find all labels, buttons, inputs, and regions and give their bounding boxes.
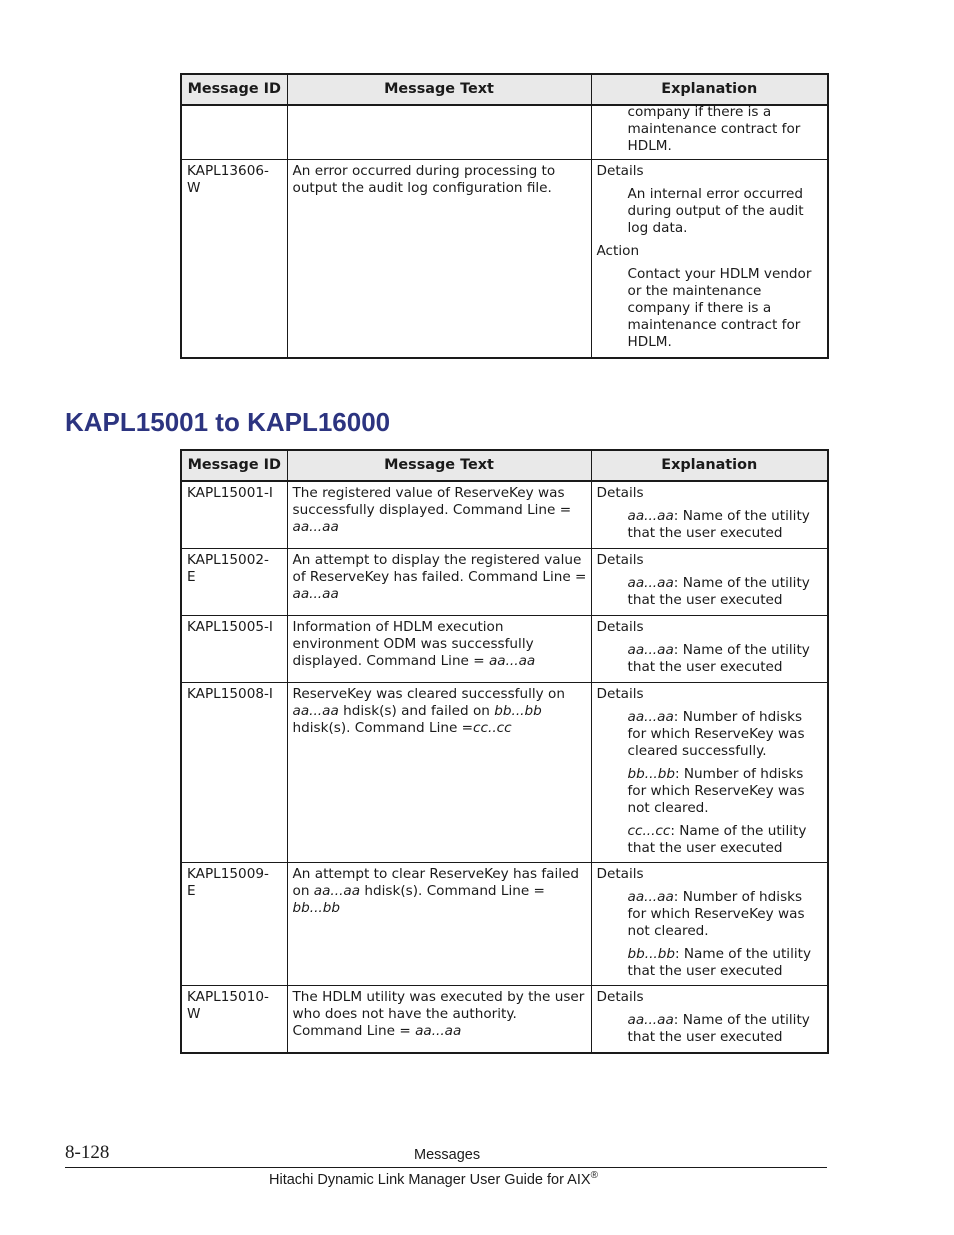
explanation-line: HDLM.	[627, 138, 672, 154]
details-text: : Name of the utility that the user executed	[627, 946, 812, 979]
table-header-row	[181, 450, 828, 481]
message-id-suffix: E	[187, 569, 196, 585]
message-id-cell	[181, 986, 287, 1054]
message-text: The registered value of ReserveKey was successfully displayed. Command Line =	[292, 485, 572, 518]
message-id: KAPL15010-	[187, 989, 269, 1005]
explanation-cell	[591, 549, 828, 616]
details-item	[597, 823, 824, 857]
table-row	[181, 481, 828, 549]
variable: aa...aa	[627, 1012, 674, 1028]
explanation-cell	[591, 863, 828, 986]
message-text-cell	[287, 105, 591, 160]
variable: aa...aa	[488, 653, 536, 669]
details-text: : Name of the utility that the user executed	[627, 575, 810, 608]
details-item	[597, 946, 824, 980]
message-id: KAPL13606-	[187, 163, 269, 179]
action-label: Action	[596, 243, 640, 259]
message-text-cell	[287, 481, 591, 549]
message-text-cell	[287, 616, 591, 683]
table-row	[181, 160, 828, 359]
details-item	[597, 889, 824, 940]
message-text: hdisk(s) and failed on	[338, 703, 495, 719]
message-id: KAPL15009-	[187, 866, 269, 882]
details-text: : Number of hdisks for which ReserveKey was not cleared.	[627, 766, 805, 816]
variable: cc..cc	[473, 720, 512, 736]
details-item	[597, 1012, 824, 1046]
details-text: : Number of hdisks for which ReserveKey was cleared successfully.	[627, 709, 805, 759]
message-text-cell	[287, 986, 591, 1054]
explanation-cell	[591, 160, 828, 359]
variable: aa...aa	[627, 642, 674, 658]
details-label: Details	[596, 989, 644, 1005]
variable: bb...bb	[627, 946, 675, 962]
header-message-id: Message ID	[181, 74, 287, 105]
message-id-cell	[181, 863, 287, 986]
details-text: : Number of hdisks for which ReserveKey was not cleared.	[627, 889, 805, 939]
explanation-cell	[591, 616, 828, 683]
message-table	[180, 449, 829, 1054]
details-label: Details	[596, 485, 644, 501]
explanation-line: company if there is a	[627, 104, 772, 120]
page-number: 8-128	[65, 1142, 110, 1163]
message-text: Information of HDLM execution environment ODM was successfully displayed. Command Line =	[292, 619, 534, 669]
header-explanation: Explanation	[591, 450, 828, 481]
variable: aa...aa	[627, 889, 674, 905]
header-message-id: Message ID	[181, 450, 287, 481]
details-text: : Name of the utility that the user executed	[627, 823, 807, 856]
variable: aa...aa	[627, 508, 674, 524]
message-text: An attempt to clear ReserveKey has failed on	[292, 866, 580, 899]
header-explanation: Explanation	[591, 74, 828, 105]
variable: aa...aa	[292, 586, 339, 602]
details-label: Details	[596, 866, 644, 882]
chapter-name: Messages	[414, 1147, 481, 1163]
message-id-cell	[181, 683, 287, 863]
message-text-cell	[287, 549, 591, 616]
variable: aa...aa	[292, 519, 339, 535]
details-label: Details	[596, 552, 644, 568]
message-id-suffix: W	[187, 1006, 201, 1022]
details-item	[597, 709, 824, 760]
document-title-text: Hitachi Dynamic Link Manager User Guide for AIX	[269, 1171, 591, 1188]
table-header-row	[181, 74, 828, 105]
details-label: Details	[596, 619, 644, 635]
header-message-text: Message Text	[287, 74, 591, 105]
variable: aa...aa	[627, 575, 674, 591]
message-text: hdisk(s). Command Line =	[292, 720, 474, 736]
message-id-cell	[181, 549, 287, 616]
table-row	[181, 549, 828, 616]
message-id-suffix: W	[187, 180, 201, 196]
details-label: Details	[596, 686, 644, 702]
message-text: ReserveKey was cleared successfully on	[292, 686, 565, 702]
explanation-line: maintenance contract for	[627, 121, 801, 137]
document-title	[269, 1170, 598, 1188]
header-message-text: Message Text	[287, 450, 591, 481]
variable: bb...bb	[627, 766, 675, 782]
variable: cc...cc	[627, 823, 671, 839]
message-text: hdisk(s). Command Line =	[360, 883, 545, 899]
explanation-cell	[591, 986, 828, 1054]
message-id: KAPL15005-I	[187, 619, 273, 635]
variable: bb...bb	[494, 703, 542, 719]
message-text-cell	[287, 683, 591, 863]
message-id-cell	[181, 105, 287, 160]
variable: aa...aa	[627, 709, 674, 725]
message-id-suffix: E	[187, 883, 196, 899]
details-text: : Name of the utility that the user executed	[627, 508, 810, 541]
message-id: KAPL15002-	[187, 552, 269, 568]
details-text: : Name of the utility that the user executed	[627, 642, 810, 675]
details-label: Details	[596, 163, 644, 179]
registered-mark: ®	[590, 1170, 598, 1181]
details-text: : Name of the utility that the user executed	[627, 1012, 810, 1045]
message-id-cell	[181, 481, 287, 549]
details-item	[597, 766, 824, 817]
action-text: Contact your HDLM vendor or the maintenance company if there is a maintenance contract for HDLM.	[627, 266, 812, 350]
table-row	[181, 863, 828, 986]
details-item	[597, 575, 824, 609]
table-row	[181, 105, 828, 160]
message-id-cell	[181, 160, 287, 359]
message-text-cell: An error occurred during processing to output the audit log configuration file.	[287, 160, 591, 359]
details-text: An internal error occurred during output of the audit log data.	[627, 186, 804, 236]
details-item	[597, 642, 824, 676]
variable: aa...aa	[415, 1023, 462, 1039]
message-id: KAPL15008-I	[187, 686, 273, 702]
message-text: An attempt to display the registered value of ReserveKey has failed. Command Line =	[292, 552, 587, 585]
explanation-cell	[591, 105, 828, 160]
details-item	[597, 508, 824, 542]
variable: bb...bb	[292, 900, 340, 916]
explanation-cell	[591, 481, 828, 549]
table-row	[181, 616, 828, 683]
explanation-cell	[591, 683, 828, 863]
section-title: KAPL15001 to KAPL16000	[65, 407, 391, 437]
message-id: KAPL15001-I	[187, 485, 273, 501]
message-id-cell	[181, 616, 287, 683]
variable: aa...aa	[292, 703, 339, 719]
message-table-continued	[180, 73, 829, 359]
message-text: The HDLM utility was executed by the user who does not have the authority. Command Line =	[292, 989, 585, 1039]
footer-divider	[65, 1167, 827, 1168]
message-text-cell	[287, 863, 591, 986]
table-row	[181, 683, 828, 863]
variable: aa...aa	[313, 883, 361, 899]
table-row	[181, 986, 828, 1054]
